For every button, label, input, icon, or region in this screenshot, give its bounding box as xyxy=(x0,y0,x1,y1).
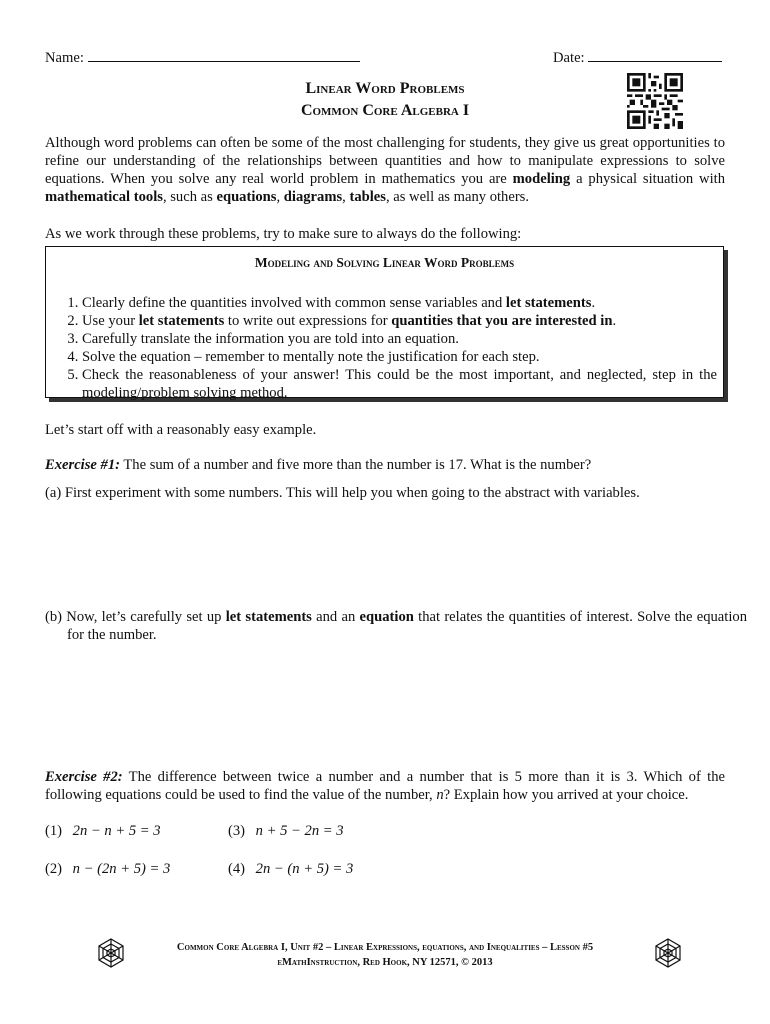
exercise-1-prompt: Exercise #1: The sum of a number and five more than the number is 17. What is the number? xyxy=(45,457,592,473)
list-item: 5. Check the reasonableness of your answer! This could be the most important, and neglected, step in the modeling/problem solving method. xyxy=(82,366,723,402)
exercise-2-prompt: Exercise #2: The difference between twice a number and a number that is 5 more than it is 3. Which of the following equations could be used to find the value of the number, n? Explain how you arrived at your choice. xyxy=(45,769,725,803)
exercise-1-part-b: (b) Now, let’s carefully set up let statements and an equation that relates the quantities of interest. Solve the equation for the number. xyxy=(45,609,747,643)
choice-expression: n + 5 − 2n = 3 xyxy=(255,823,344,839)
qr-code-icon xyxy=(627,73,683,129)
title-line-1: Linear Word Problems xyxy=(305,80,465,97)
date-field[interactable] xyxy=(553,48,722,67)
exercise-1-label: Exercise #1: xyxy=(45,457,120,473)
exercise-2-label: Exercise #2: xyxy=(45,769,123,785)
list-item: 1. Clearly define the quantities involved with common sense variables and let statements. xyxy=(82,294,723,312)
date-blank[interactable] xyxy=(588,48,722,62)
exercise-1-part-a: (a) First experiment with some numbers. This will help you when going to the abstract with variables. xyxy=(45,485,640,501)
footer-line-2: eMathInstruction, Red Hook, NY 12571, © 2013 xyxy=(277,957,493,968)
list-item: 3. Carefully translate the information you are told into an equation. xyxy=(82,330,723,348)
intro-paragraph: Although word problems can often be some of the most challenging for students, they give us great opportunities to refine our understanding of the relationships between quantities and how to manipulate expressions to solve equations. When you solve any real world problem in mathematics you are modeling a physical situation with mathematical tools, such as equations, diagrams, tables, as well as many others. xyxy=(45,135,725,205)
page-footer xyxy=(0,940,770,970)
list-item: 4. Solve the equation – remember to mentally note the justification for each step. xyxy=(82,348,723,366)
choice-4[interactable]: (4) 2n − (n + 5) = 3 xyxy=(228,861,354,877)
instruction-text: As we work through these problems, try to make sure to always do the following: xyxy=(45,226,522,242)
choice-expression: n − (2n + 5) = 3 xyxy=(72,861,171,877)
choice-expression: 2n − (n + 5) = 3 xyxy=(255,861,354,877)
name-blank[interactable] xyxy=(88,48,360,62)
list-item: 2. Use your let statements to write out expressions for quantities that you are interested in. xyxy=(82,312,723,330)
footer-line-1: Common Core Algebra I, Unit #2 – Linear Expressions, equations, and Inequalities – Lesson #5 xyxy=(176,942,594,953)
date-label: Date: xyxy=(553,50,585,66)
choice-1[interactable]: (1) 2n − n + 5 = 3 xyxy=(45,823,161,839)
choice-2[interactable]: (2) n − (2n + 5) = 3 xyxy=(45,861,171,877)
choice-3[interactable]: (3) n + 5 − 2n = 3 xyxy=(228,823,344,839)
title-line-2: Common Core Algebra I xyxy=(300,102,470,119)
choice-expression: 2n − n + 5 = 3 xyxy=(72,823,161,839)
name-field[interactable] xyxy=(45,48,360,67)
steps-list xyxy=(46,294,723,402)
modeling-steps-box xyxy=(45,246,724,401)
easy-example-text: Let’s start off with a reasonably easy example. xyxy=(45,422,317,438)
box-title: Modeling and Solving Linear Word Problems xyxy=(254,255,515,270)
name-label: Name: xyxy=(45,50,84,66)
